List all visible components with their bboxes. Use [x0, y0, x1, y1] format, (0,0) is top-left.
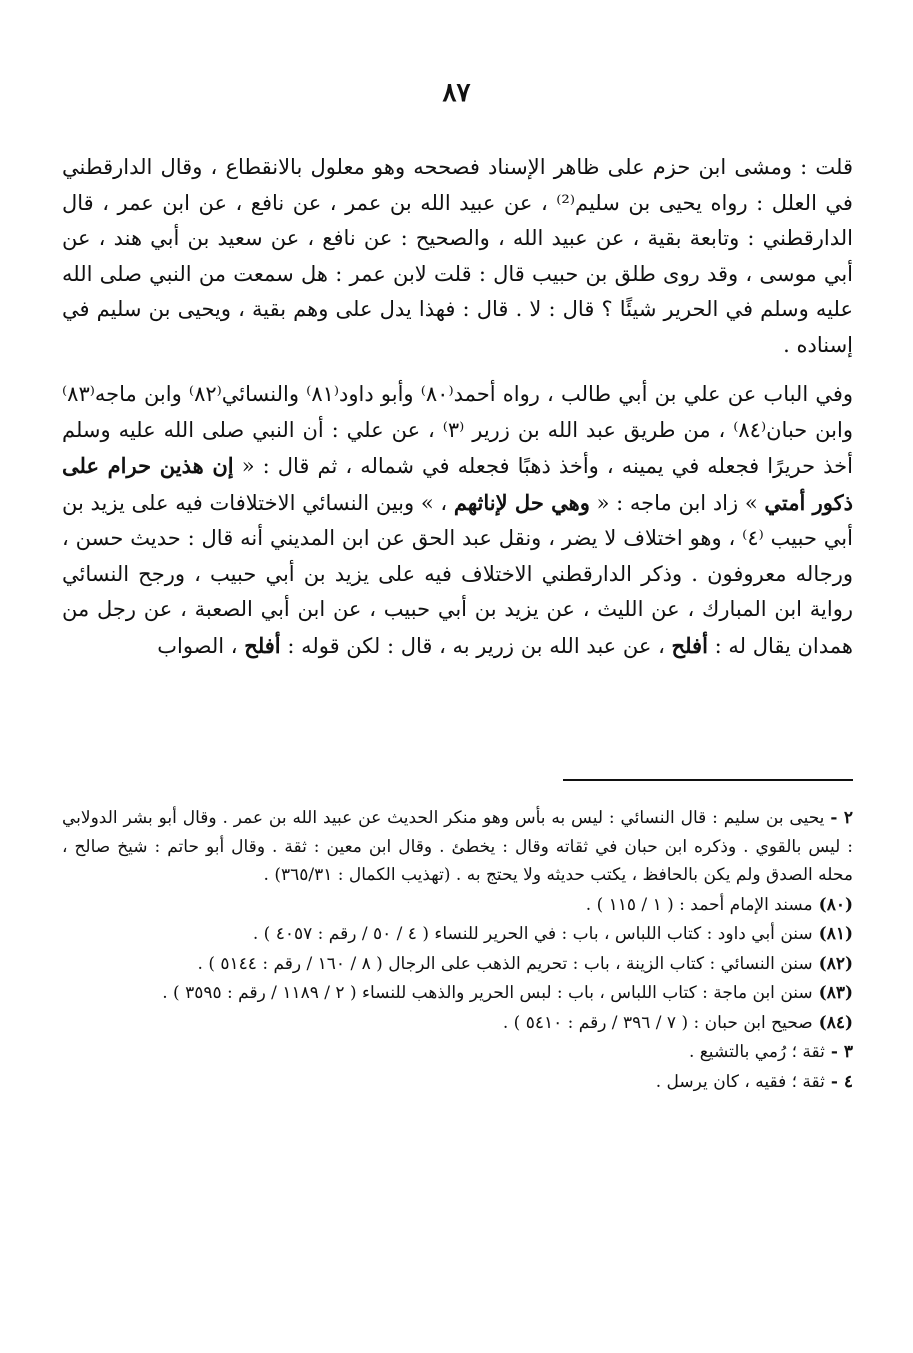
paragraph: [62, 377, 853, 664]
page-number: ٨٧: [442, 78, 471, 108]
footnote: [62, 979, 853, 1008]
paragraph: [62, 150, 853, 363]
text-segment: » زاد ابن ماجه : «: [589, 490, 765, 515]
footnote-text: سنن أبي داود : كتاب اللباس ، باب : في الحرير للنساء ( ٤ / ٥٠ / رقم : ٤٠٥٧ ) .: [252, 924, 813, 944]
footnote-divider: [563, 779, 853, 781]
footnote: [62, 804, 853, 890]
footnote-text: سنن النسائي : كتاب الزينة ، باب : تحريم الذهب على الرجال ( ٨ / ١٦٠ / رقم : ٥١٤٤ ) .: [197, 953, 813, 974]
footnote-text: ثقة ؛ فقيه ، كان يرسل .: [655, 1071, 825, 1092]
footnote-marker: (٨٣): [818, 983, 853, 1003]
footnote-marker: (٨٤): [818, 1012, 853, 1033]
footnote-marker: (٨٢): [818, 953, 853, 974]
footnote: [62, 1038, 853, 1067]
footnote-text: يحيى بن سليم : قال النسائي : ليس به بأس وهو منكر الحديث عن عبيد الله بن عمر . وقال أبو بشر الدولابي : ليس بالقوي . وذكره ابن حبان في ثقاته وقال : يخطئ . وقال ابن معين : ثقة . وقال أبو حاتم : شيخ صالح ، محله الصدق ولم يكن بالحافظ ، يكتب حديثه ولا يحتج به . (تهذيب الكمال : ٣٦٥/٣١) .: [62, 808, 853, 885]
footnote-marker: (٨٠): [818, 894, 853, 915]
text-segment: قلت : ومشى ابن حزم على ظاهر الإسناد فصححه وهو معلول بالانقطاع ، وقال الدارقطني في العلل : رواه يحيى بن سليم⁽²⁾ ، عن عبيد الله بن عمر ، عن نافع ، عن ابن عمر ، قال الدارقطني : وتابعة بقية ، عن عبيد الله ، والصحيح : عن نافع ، عن سعيد بن أبي هند ، عن أبي موسى ، وقد روى طلق بن حبيب قال : قلت لابن عمر : هل سمعت من النبي صلى الله عليه وسلم في الحرير شيئًا ؟ قال : لا . قال : فهذا يدل على وهم بقية ، ويحيى بن سليم في إسناده .: [62, 155, 853, 357]
text-segment: وفي الباب عن علي بن أبي طالب ، رواه أحمد⁽٨٠⁾ وأبو داود⁽٨١⁾ والنسائي⁽٨٢⁾ وابن ماجه⁽٨٣⁾ وابن حبان⁽٨٤⁾ ، من طريق عبد الله بن زرير ⁽٣⁾ ، عن علي : أن النبي صلى الله عليه وسلم أخذ حريرًا فجعله في يمينه ، وأخذ ذهبًا فجعله في شماله ، ثم قال : «: [62, 382, 854, 478]
footnote-text: سنن ابن ماجة : كتاب اللباس ، باب : لبس الحرير والذهب للنساء ( ٢ / ١١٨٩ / رقم : ٣٥٩٥ ) .: [162, 983, 813, 1003]
text-segment: ، » وبين النسائي الاختلافات فيه على يزيد بن أبي حبيب ⁽٤⁾ ، وهو اختلاف لا يضر ، ونقل عبد الحق عن ابن المديني أنه قال : حديث حسن ، ورجاله معروفون . وذكر الدارقطني الاختلاف فيه على يزيد بن أبي حبيب ، ورجح النسائي رواية ابن المبارك ، عن الليث ، عن يزيد بن أبي حبيب ، عن ابن أبي الصعبة ، عن رجل من همدان يقال له :: [62, 490, 853, 658]
footnote: [62, 1068, 853, 1097]
footnote-text: صحيح ابن حبان : ( ٧ / ٣٩٦ / رقم : ٥٤١٠ ) .: [502, 1012, 813, 1033]
text-segment: ، عن عبد الله بن زرير به ، قال : لكن قوله :: [280, 633, 672, 658]
footnote-text: مسند الإمام أحمد : ( ١ / ١١٥ ) .: [585, 894, 813, 915]
footnote: [62, 920, 853, 949]
main-text: [62, 150, 853, 664]
bold-text-segment: وهي حل لإناثهم: [453, 489, 590, 515]
footnote: [62, 1009, 853, 1038]
text-segment: ، الصواب: [157, 633, 245, 658]
footnote-marker: (٨١): [818, 924, 853, 944]
footnotes: [62, 804, 853, 1097]
bold-text-segment: أفلح: [671, 632, 708, 658]
bold-text-segment: إن هذين حرام على ذكور أمتي: [62, 453, 854, 515]
footnote-marker: ٤ -: [830, 1071, 853, 1092]
bold-text-segment: أفلح: [244, 632, 281, 658]
footnote-marker: ٢ -: [830, 808, 853, 828]
footnote: [62, 950, 853, 979]
footnote: [62, 891, 853, 920]
footnote-text: ثقة ؛ رُمي بالتشيع .: [688, 1042, 825, 1062]
footnote-marker: ٣ -: [830, 1042, 853, 1062]
